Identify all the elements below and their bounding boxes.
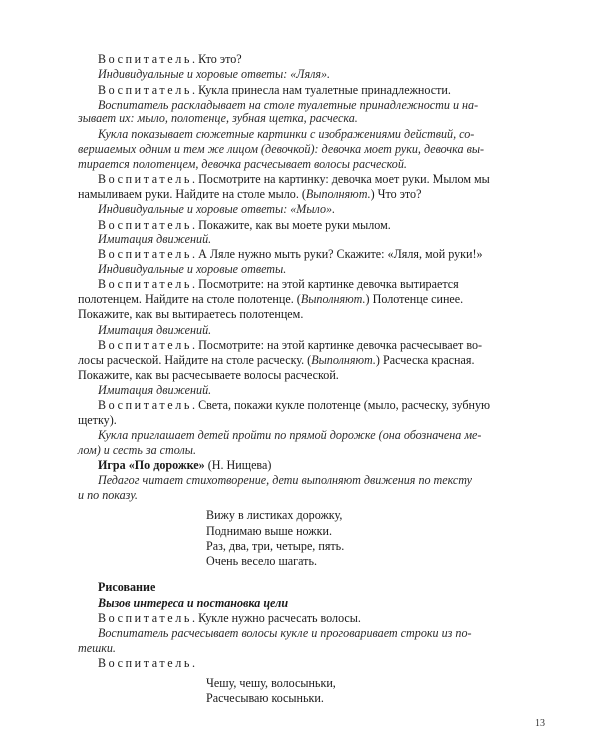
text-run: Воспитатель	[98, 82, 193, 97]
text-run: тирается полотенцем, девочка расчесывает волосы расческой.	[78, 156, 407, 171]
text-run: . Посмотрите: на этой картинке девочка расчесывает во-	[192, 337, 483, 352]
text-run: Вызов интереса и постановка цели	[98, 595, 289, 610]
text-run: вершаемых одним и тем же лицом (девочкой): девочка моет руки, девочка вы-	[78, 142, 485, 157]
text-run: Чешу, чешу, волосыньки,	[206, 675, 336, 690]
text-run: Воспитатель	[98, 610, 193, 625]
text-run: Расчесываю косыньки.	[206, 691, 324, 705]
text-run: зывает их: мыло, полотенце, зубная щетка, расческа.	[78, 111, 358, 126]
text-run: Воспитатель	[98, 171, 193, 186]
text-run: . Посмотрите на картинку: девочка моет руки. Мылом мы	[192, 171, 490, 186]
text-run: Выполняют.	[305, 186, 371, 201]
text-line	[98, 655, 195, 672]
text-run: полотенцем. Найдите на столе полотенце. (	[78, 292, 301, 307]
text-line	[98, 66, 330, 83]
page-number: 13	[535, 718, 545, 729]
text-run: Индивидуальные и хоровые ответы: «Мыло».	[98, 201, 336, 216]
text-run: .	[192, 655, 196, 670]
text-run: Покажите, как вы расчесываете волосы расческой.	[78, 367, 339, 382]
text-run: (Н. Нищева)	[204, 458, 272, 473]
text-run: Имитация движений.	[98, 232, 212, 247]
text-run: . Кукле нужно расчесать волосы.	[192, 610, 361, 625]
text-run: Воспитатель раскладывает на столе туалетные принадлежности и на-	[98, 98, 479, 113]
text-line	[98, 472, 472, 489]
text-run: . Света, покажи кукле полотенце (мыло, расческу, зубную	[192, 397, 491, 412]
text-run: лом) и сесть за столы.	[78, 443, 197, 458]
text-run: Рисование	[98, 580, 156, 595]
text-run: Раз, два, три, четыре, пять.	[206, 538, 345, 553]
text-run: Вижу в листиках дорожку,	[206, 508, 343, 523]
text-run: Воспитатель	[98, 52, 193, 66]
text-run: Воспитатель	[98, 217, 193, 232]
text-run: ) Что это?	[370, 186, 422, 201]
text-run: Педагог читает стихотворение, дети выполняют движения по тексту	[98, 473, 473, 488]
text-line	[78, 110, 358, 127]
text-run: Воспитатель	[98, 277, 193, 292]
text-line	[98, 201, 335, 218]
text-run: и по показу.	[78, 488, 138, 503]
text-run: Индивидуальные и хоровые ответы: «Ляля».	[98, 67, 331, 82]
text-run: . Покажите, как вы моете руки мылом.	[192, 217, 391, 232]
text-line	[98, 625, 472, 642]
text-run: ) Полотенце синее.	[365, 292, 464, 307]
text-run: Очень весело шагать.	[206, 553, 318, 568]
text-run: Индивидуальные и хоровые ответы.	[98, 262, 287, 277]
text-run: ) Расческа красная.	[375, 352, 475, 367]
text-run: Выполняют.	[300, 292, 366, 307]
text-run: Имитация движений.	[98, 382, 212, 397]
text-run: тешки.	[78, 640, 116, 655]
text-run: Воспитатель	[98, 337, 193, 352]
text-run: лосы расческой. Найдите на столе расческу. (	[78, 352, 312, 367]
text-run: Воспитатель	[98, 397, 193, 412]
text-line	[206, 690, 324, 707]
text-line	[206, 553, 317, 570]
text-line	[98, 397, 490, 414]
text-run: . А Ляле нужно мыть руки? Скажите: «Ляля, мой руки!»	[192, 247, 483, 262]
text-run: Воспитатель	[98, 247, 193, 262]
text-run: намыливаем руки. Найдите на столе мыло. (	[78, 186, 306, 201]
text-run: . Посмотрите: на этой картинке девочка вытирается	[192, 277, 459, 292]
text-run: . Кукла принесла нам туалетные принадлежности.	[192, 82, 451, 97]
text-run: Поднимаю выше ножки.	[206, 523, 333, 538]
text-run: Кукла приглашает детей пройти по прямой дорожке (она обозначена ме-	[98, 428, 482, 443]
text-line	[78, 487, 138, 504]
text-run: Выполняют.	[311, 352, 376, 367]
text-run: Кукла показывает сюжетные картинки с изображениями действий, со-	[98, 127, 475, 142]
text-run: Игра «По дорожке»	[98, 458, 205, 473]
text-run: Покажите, как вы вытираетесь полотенцем.	[78, 307, 304, 322]
text-run: щетку).	[78, 412, 117, 427]
text-run: Имитация движений.	[98, 322, 212, 337]
text-run: Воспитатель расчесывает волосы кукле и проговаривает строки из по-	[98, 625, 472, 640]
text-run: . Кто это?	[192, 52, 242, 66]
text-run: Воспитатель	[98, 655, 193, 670]
